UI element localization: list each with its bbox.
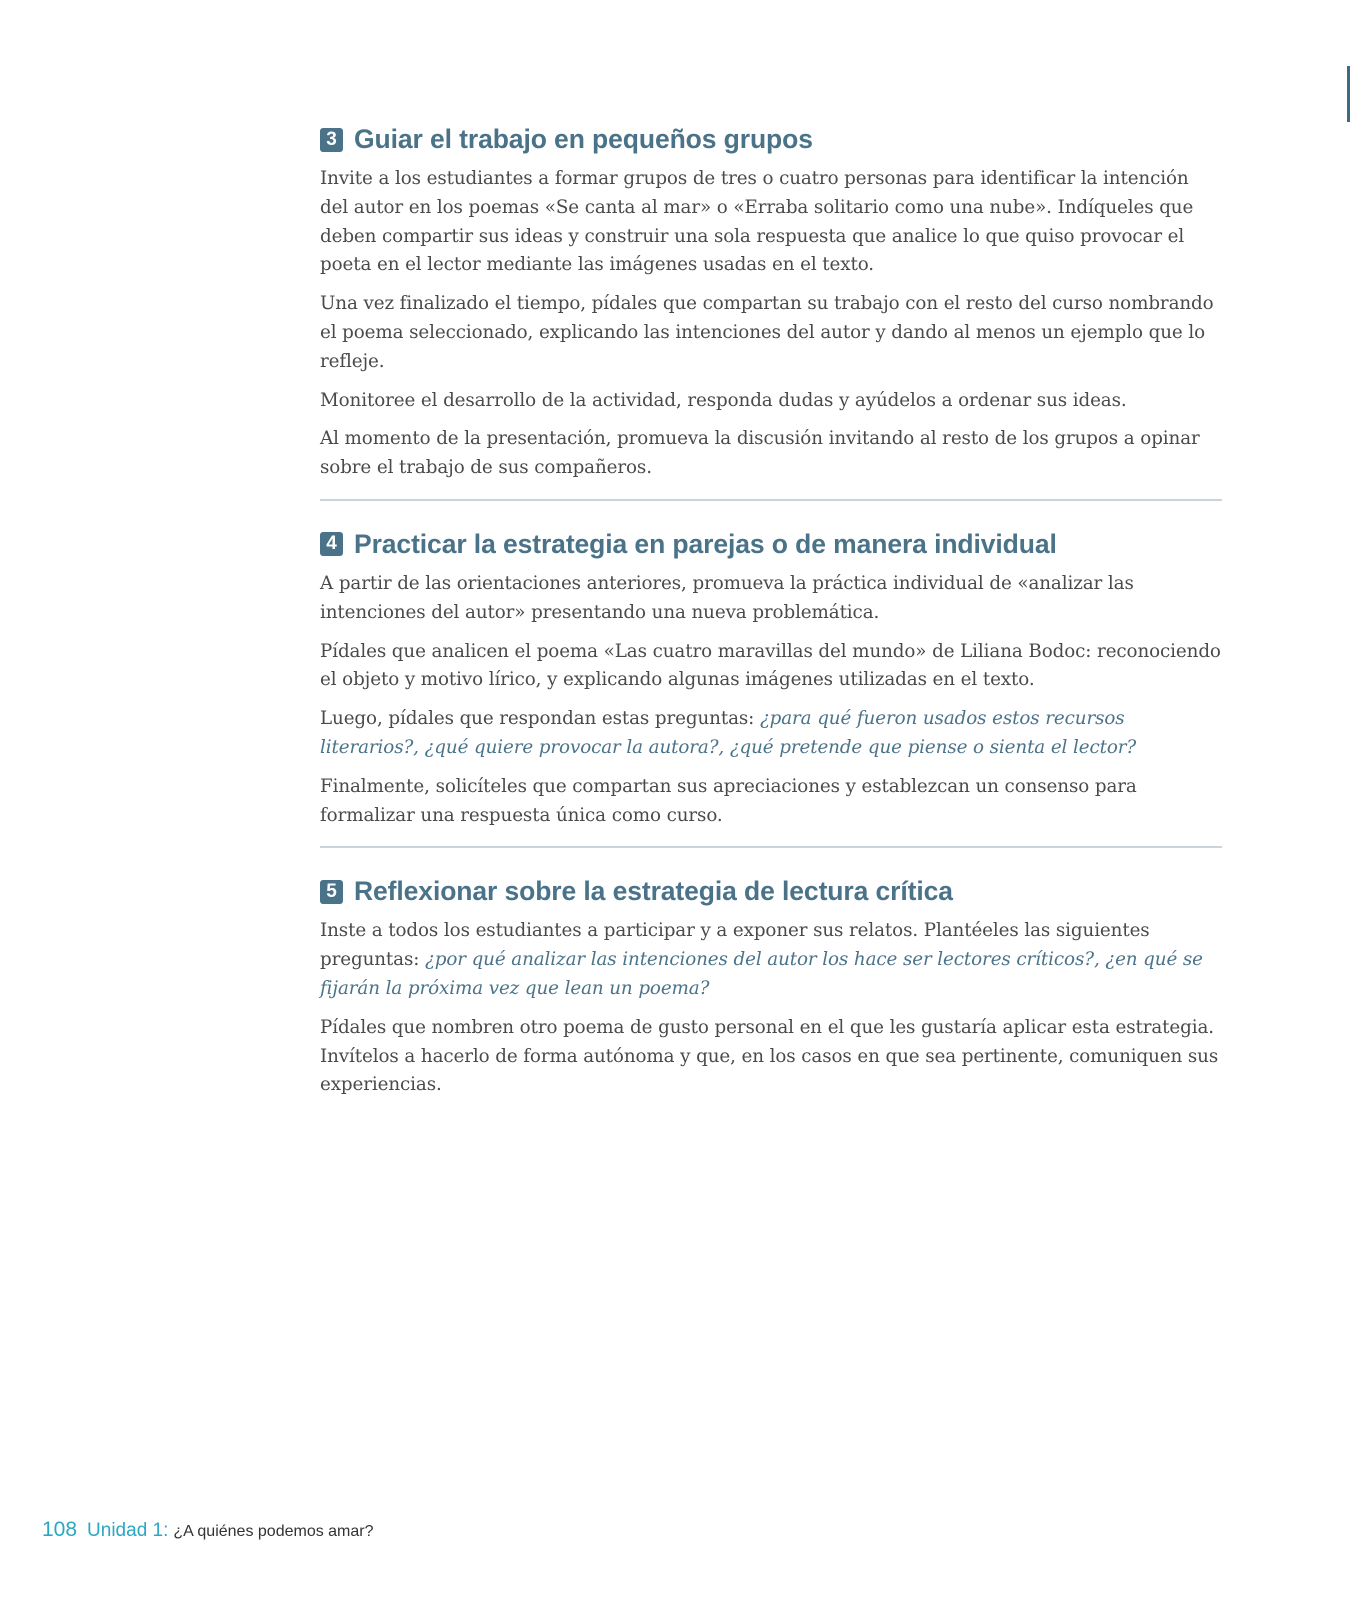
paragraph: Pídales que nombren otro poema de gusto personal en el que les gustaría aplicar esta estrategia. Invítelos a hacerlo de forma autónoma y que, en los casos en que sea pertinente, comuniquen sus experiencias. xyxy=(320,1016,1219,1096)
paragraph-text: Luego, pídales que respondan estas preguntas: xyxy=(320,708,760,730)
section-heading xyxy=(320,876,1222,907)
section-heading xyxy=(320,124,1222,155)
paragraph xyxy=(320,705,1222,763)
question-text: ¿para qué fueron usados estos recursos literarios?, ¿qué quiere provocar la autora?, ¿qué pretende que piense o sienta el lector? xyxy=(320,708,1137,758)
section-title: Practicar la estrategia en parejas o de manera individual xyxy=(354,528,1057,559)
step-number-badge: 4 xyxy=(320,532,343,556)
paragraph: Al momento de la presentación, promueva la discusión invitando al resto de los grupos a opinar sobre el trabajo de sus compañeros. xyxy=(320,428,1200,479)
section-3 xyxy=(320,124,1222,483)
main-content xyxy=(320,124,1222,1110)
page-footer xyxy=(42,1518,374,1542)
paragraph-text: Inste a todos los estudiantes a participar y a exponer sus relatos. Plantéeles las siguientes preguntas: xyxy=(320,920,1150,971)
section-title: Reflexionar sobre la estrategia de lectura crítica xyxy=(354,876,953,907)
section-divider xyxy=(320,846,1222,848)
paragraph xyxy=(320,917,1222,1003)
page-number: 108 xyxy=(42,1518,78,1541)
unit-label: Unidad 1: xyxy=(87,1520,169,1541)
paragraph: Monitoree el desarrollo de la actividad, responda dudas y ayúdelos a ordenar sus ideas. xyxy=(320,389,1127,411)
paragraph: Pídales que analicen el poema «Las cuatro maravillas del mundo» de Liliana Bodoc: reconociendo el objeto y motivo lírico, y explicando algunas imágenes utilizadas en el texto. xyxy=(320,640,1221,691)
section-title: Guiar el trabajo en pequeños grupos xyxy=(354,124,813,154)
paragraph: Una vez finalizado el tiempo, pídales que compartan su trabajo con el resto del curso nombrando el poema seleccionado, explicando las intenciones del autor y dando al menos un ejemplo que lo refleje. xyxy=(320,293,1214,372)
section-divider xyxy=(320,499,1222,501)
step-number-badge: 3 xyxy=(320,128,343,152)
section-5 xyxy=(320,876,1222,1100)
paragraph: Invite a los estudiantes a formar grupos de tres o cuatro personas para identificar la intención del autor en los poemas «Se canta al mar» o «Erraba solitario como una nube». Indíqueles que deben compartir sus ideas y construir una sola respuesta que analice lo que quiso provocar el poeta en el lector mediante las imágenes usadas en el texto. xyxy=(320,168,1194,276)
paragraph: A partir de las orientaciones anteriores, promueva la práctica individual de «analizar las intenciones del autor» presentando una nueva problemática. xyxy=(320,572,1134,623)
paragraph: Finalmente, solicíteles que compartan sus apreciaciones y establezcan un consenso para formalizar una respuesta única como curso. xyxy=(320,775,1137,826)
step-number-badge: 5 xyxy=(320,880,343,904)
unit-title: ¿A quiénes podemos amar? xyxy=(173,1523,374,1540)
section-heading xyxy=(320,529,1222,560)
question-text: ¿por qué analizar las intenciones del autor los hace ser lectores críticos?, ¿en qué se fijarán la próxima vez que lean un poema? xyxy=(320,949,1203,999)
section-4 xyxy=(320,529,1222,830)
